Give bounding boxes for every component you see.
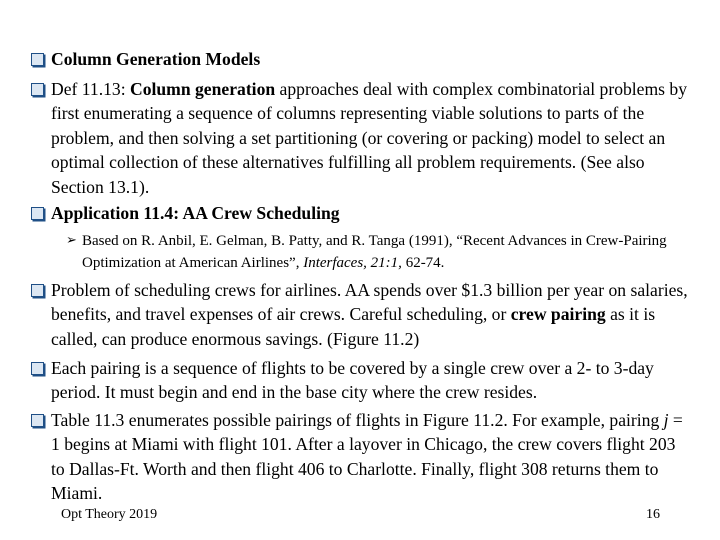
problem-text-end: as it is called, can produce enormous savings. (Figure 11.2)	[51, 304, 656, 349]
checkbox-bullet-icon	[31, 83, 44, 96]
reference-journal: Interfaces, 21:1,	[303, 255, 402, 271]
pairing-variable: j	[663, 410, 669, 430]
bullet-heading: Column Generation Models	[51, 49, 261, 69]
bullet-problem	[30, 278, 690, 351]
application-heading: Application 11.4: AA Crew Scheduling	[51, 203, 340, 223]
sub-bullet-reference	[66, 230, 696, 274]
checkbox-bullet-icon	[31, 414, 44, 427]
table-text: Table 11.3 enumerates possible pairings of flights in Figure 11.2. For example, pairing	[51, 410, 664, 430]
checkbox-bullet-icon	[31, 362, 44, 375]
bullet-table	[30, 408, 690, 506]
definition-term: Column generation	[130, 79, 276, 99]
page-number: 16	[646, 507, 660, 522]
pairing-text: Each pairing is a sequence of flights to be covered by a single crew over a 2- to 3-day period. It must begin and end in the base city where the crew resides.	[51, 358, 654, 403]
reference-text: Based on R. Anbil, E. Gelman, B. Patty, and R. Tanga (1991), “Recent Advances in Crew-Pairing Optimization at American Airlines”,	[82, 233, 667, 271]
problem-text: Problem of scheduling crews for airlines. AA spends over $1.3 billion per year on salaries, benefits, and travel expenses of air crews. Careful scheduling, or	[51, 280, 688, 325]
checkbox-bullet-icon	[31, 53, 44, 66]
crew-pairing-term: crew pairing	[510, 304, 606, 325]
bullet-pairing	[30, 356, 690, 405]
bullet-application	[30, 201, 690, 225]
table-text-end: = 1 begins at Miami with flight 101. After a layover in Chicago, the crew covers flight 203 to Dallas-Ft. Worth and then flight 406 to Charlotte. Finally, flight 308 returns them to Miami.	[51, 410, 683, 504]
definition-prefix: Def 11.13:	[51, 79, 130, 99]
definition-text: approaches deal with complex combinatorial problems by first enumerating a sequence of columns representing viable solutions to parts of the problem, and then solving a set partitioning (or covering or packing) model to select an optimal collection of these alternatives fulfilling all problem requirements. (See also Section 13.1).	[51, 79, 688, 197]
bullet-definition	[30, 77, 690, 199]
footer-course: Opt Theory 2019	[61, 507, 158, 522]
checkbox-bullet-icon	[31, 207, 44, 220]
checkbox-bullet-icon	[31, 284, 44, 297]
bullet-column-generation-models	[30, 47, 690, 71]
reference-pages: 62-74.	[401, 255, 445, 271]
arrow-bullet-icon: ➢	[66, 233, 77, 248]
